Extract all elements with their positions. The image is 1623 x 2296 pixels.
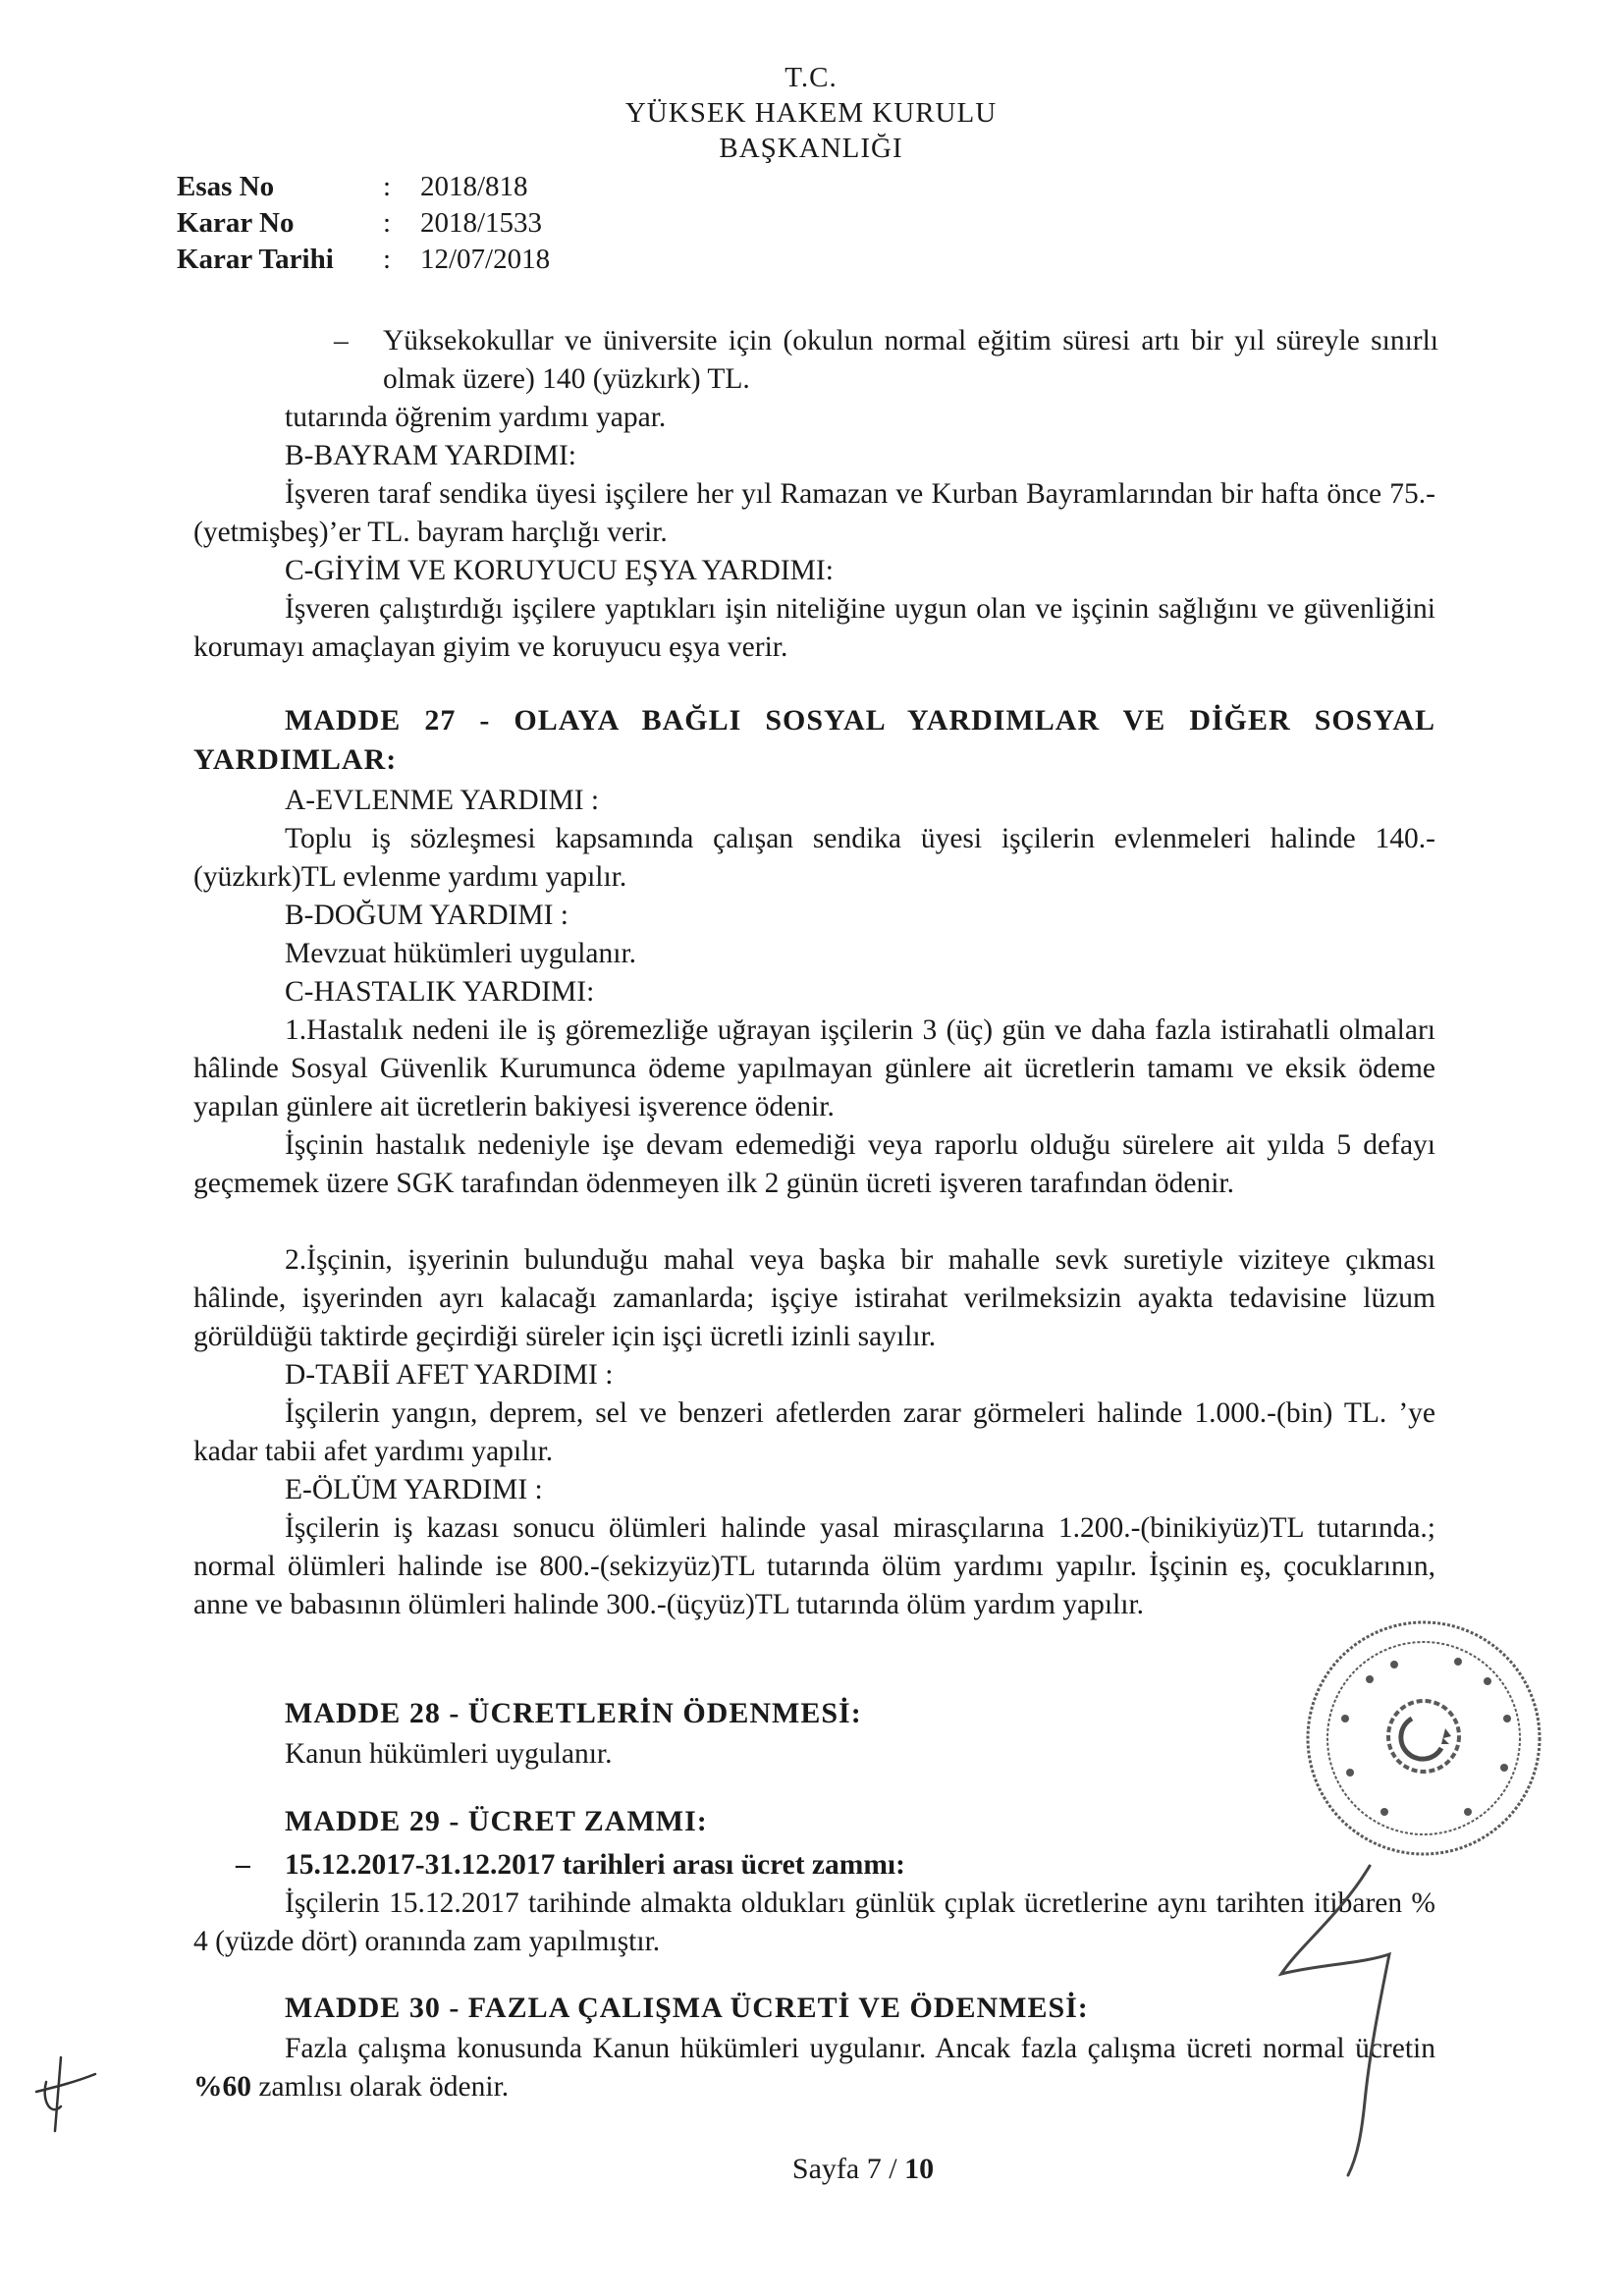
initials-mark <box>31 2043 100 2141</box>
paragraph-vizite: 2.İşçinin, işyerinin bulunduğu mahal veya başka bir mahalle sevk suretiyle viziteye çıkması hâlinde, işyerinden ayrı kalacağı zamanlarda; işçiye istirahat verilmeksizin ayakta tedavisine lüzum görüldüğü taktirde geçirdiği süreler için işçi ücretli izinli sayılır. <box>193 1244 1435 1352</box>
paragraph-madde-28: Kanun hükümleri uygulanır. <box>285 1738 613 1770</box>
heading-afet: D-TABİİ AFET YARDIMI : <box>285 1359 614 1391</box>
colon: : <box>383 171 392 202</box>
signature-mark <box>1262 1856 1419 2180</box>
tarih-value: 12/07/2018 <box>420 244 551 275</box>
page-total: 10 <box>904 2153 935 2185</box>
heading-hastalik: C-HASTALIK YARDIMI: <box>285 976 595 1008</box>
colon: : <box>383 207 392 239</box>
madde-30-text-b: zamlısı olarak ödenir. <box>251 2071 510 2103</box>
page-number <box>716 2153 1010 2186</box>
official-stamp <box>1276 1611 1571 1876</box>
colon: : <box>383 244 392 275</box>
heading-zam-period: 15.12.2017-31.12.2017 tarihleri arası ücret zammı: <box>285 1849 905 1881</box>
heading-olum: E-ÖLÜM YARDIMI : <box>285 1474 543 1505</box>
paragraph-zam: İşçilerin 15.12.2017 tarihinde almakta oldukları günlük çıplak ücretlerine aynı tarihten itibaren % 4 (yüzde dört) oranında zam yapılmıştır. <box>193 1887 1435 1957</box>
paragraph-higher-education: Yüksekokullar ve üniversite için (okulun normal eğitim süresi artı bir yıl süreyle sınırlı olmak üzere) 140 (yüzkırk) TL. <box>383 325 1438 395</box>
paragraph-bayram: İşveren taraf sendika üyesi işçilere her yıl Ramazan ve Kurban Bayramlarından bir hafta önce 75.-(yetmişbeş)’er TL. bayram harçlığı verir. <box>193 478 1435 548</box>
heading-madde-27 <box>193 701 1435 780</box>
heading-giyim: C-GİYİM VE KORUYUCU EŞYA YARDIMI: <box>285 555 834 586</box>
heading-madde-29: MADDE 29 - ÜCRET ZAMMI: <box>285 1805 708 1837</box>
paragraph-hastalik-2: İşçinin hastalık nedeniyle işe devam edemediği veya raporlu olduğu sürelere ait yılda 5 defayı geçmemek üzere SGK tarafından ödenmeyen ilk 2 günün ücreti işveren tarafından ödenir. <box>193 1129 1435 1199</box>
header-institution: YÜKSEK HAKEM KURULU <box>624 97 998 129</box>
tarih-label: Karar Tarihi <box>177 244 334 275</box>
paragraph-dogum: Mevzuat hükümleri uygulanır. <box>285 938 637 969</box>
paragraph-madde-30 <box>193 2030 1435 2106</box>
case-number-row <box>177 171 528 202</box>
decision-date-row <box>177 244 550 275</box>
heading-madde-28: MADDE 28 - ÜCRETLERİN ÖDENMESİ: <box>285 1697 862 1729</box>
paragraph-evlenme: Toplu iş sözleşmesi kapsamında çalışan sendika üyesi işçilerin evlenmeleri halinde 140.-(yüzkırk)TL evlenme yardımı yapılır. <box>193 823 1435 893</box>
paragraph-afet: İşçilerin yangın, deprem, sel ve benzeri afetlerden zarar görmeleri halinde 1.000.-(bin) TL. ’ye kadar tabii afet yardımı yapılır. <box>193 1397 1435 1467</box>
paragraph-olum: İşçilerin iş kazası sonucu ölümleri halinde yasal mirasçılarına 1.200.-(binikiyüz)TL tutarında.; normal ölümleri halinde ise 800.-(sekizyüz)TL tutarında ölüm yardımı yapılır. İşçinin eş, çocuklarının, anne ve babasının ölümleri halinde 300.-(üçyüz)TL tutarında ölüm yardım yapılır. <box>193 1512 1435 1620</box>
madde-30-rate: %60 <box>193 2071 251 2103</box>
madde-27-title: MADDE 27 - OLAYA BAĞLI SOSYAL YARDIMLAR VE DİĞER SOSYAL YARDIMLAR: <box>193 704 1435 776</box>
heading-madde-30: MADDE 30 - FAZLA ÇALIŞMA ÜCRETİ VE ÖDENMESİ: <box>285 1992 1089 2024</box>
madde-30-text-a: Fazla çalışma konusunda Kanun hükümleri uygulanır. Ancak fazla çalışma ücreti normal ücretin <box>285 2033 1435 2064</box>
paragraph-education-aid: tutarında öğrenim yardımı yapar. <box>285 402 667 433</box>
page-label: Sayfa 7 / <box>791 2153 897 2185</box>
paragraph-hastalik-1: 1.Hastalık nedeni ile iş göremezliğe uğrayan işçilerin 3 (üç) gün ve daha fazla istirahatli olmaları hâlinde Sosyal Güvenlik Kurumunca ödeme yapılmayan günlere ait ücretlerin tamamı ve eksik ödeme yapılan günlere ait ücretlerin bakiyesi işverence ödenir. <box>193 1014 1435 1122</box>
list-dash: – <box>334 325 349 356</box>
heading-dogum: B-DOĞUM YARDIMI : <box>285 900 568 931</box>
esas-value: 2018/818 <box>420 171 528 202</box>
header-tc: T.C. <box>784 62 838 93</box>
heading-evlenme: A-EVLENME YARDIMI : <box>285 785 600 816</box>
karar-label: Karar No <box>177 207 295 239</box>
paragraph-giyim: İşveren çalıştırdığı işçilere yaptıkları işin niteliğine uygun olan ve işçinin sağlığını ve güvenliğini korumayı amaçlayan giyim ve koruyucu eşya verir. <box>193 593 1435 663</box>
esas-label: Esas No <box>177 171 275 202</box>
header-presidency: BAŞKANLIĞI <box>719 133 903 164</box>
karar-value: 2018/1533 <box>420 207 543 239</box>
heading-bayram: B-BAYRAM YARDIMI: <box>285 440 576 471</box>
list-dash: – <box>236 1849 250 1881</box>
decision-number-row <box>177 207 542 239</box>
